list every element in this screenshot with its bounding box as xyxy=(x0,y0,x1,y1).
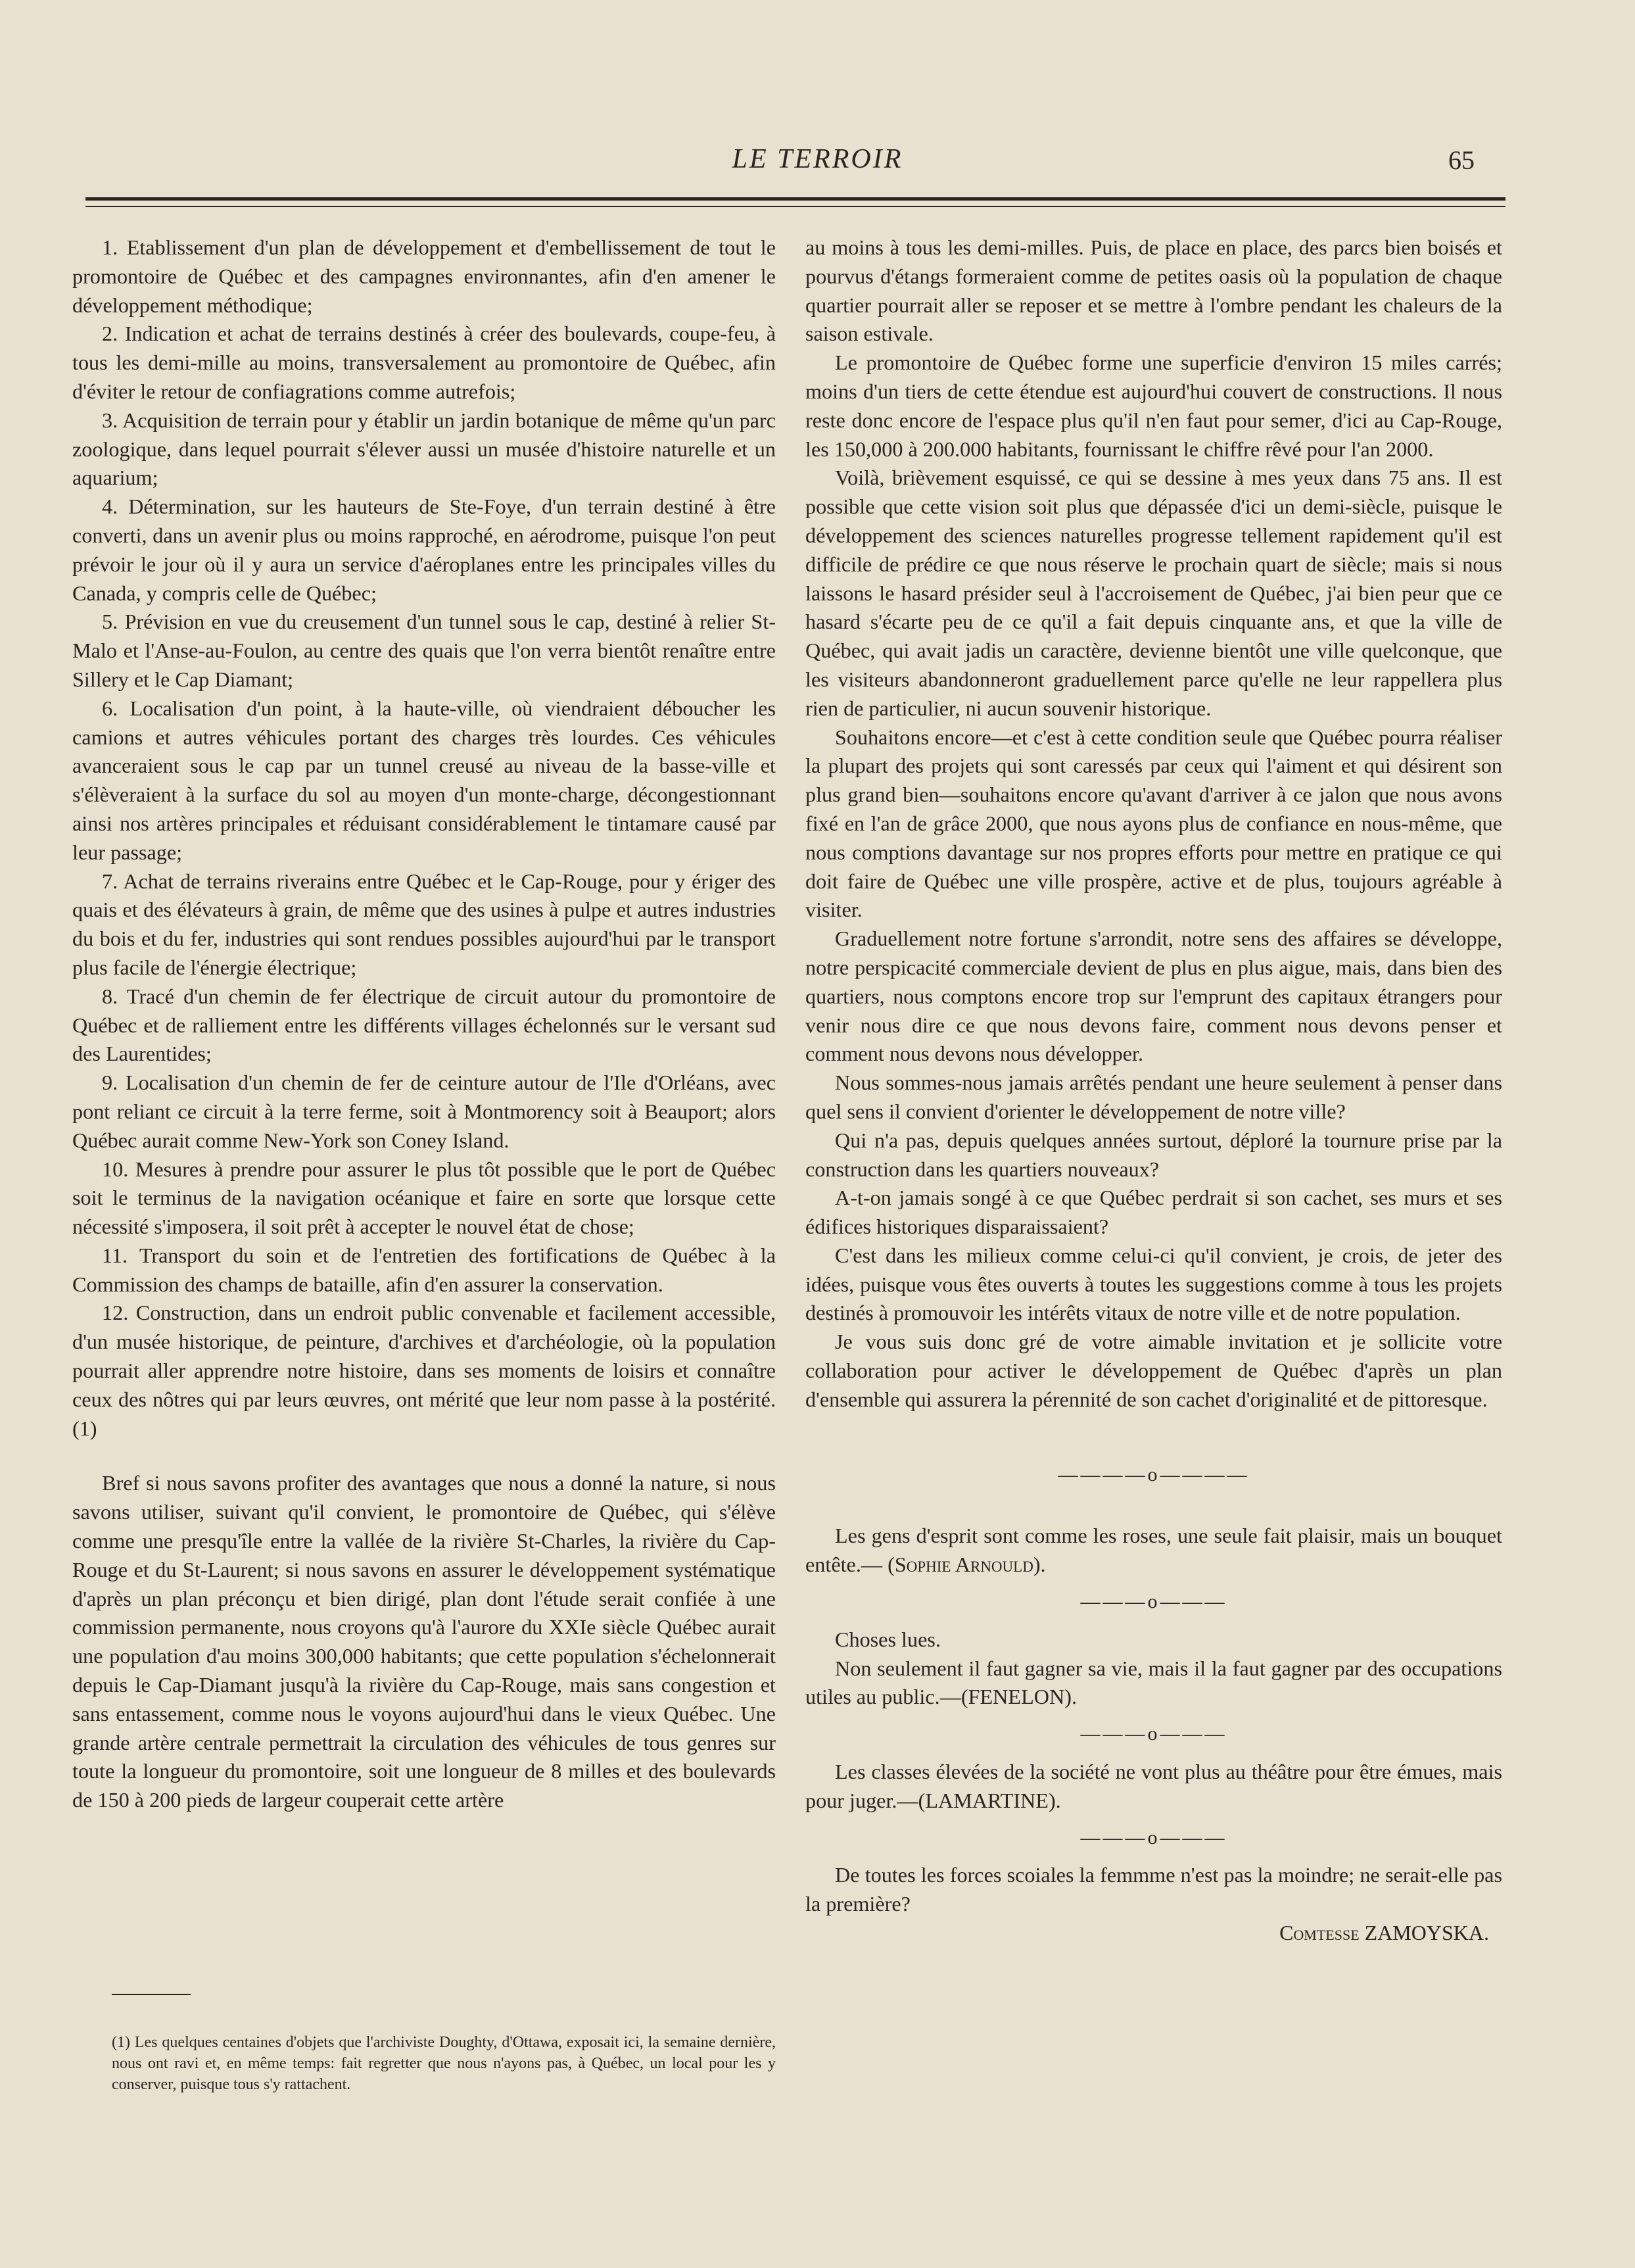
quote-close: ). xyxy=(1033,1553,1046,1577)
footnote: (1) Les quelques centaines d'objets que l'archiviste Doughty, d'Ottawa, exposait ici, la semaine dernière, nous ont ravi et, en même temps: fait regretter que nous n'ayons pas, à Québec, un local pour les y conserver, puisque tous s'y rattachent. xyxy=(112,2034,776,2093)
running-title: LE TERROIR xyxy=(732,144,903,174)
quote-zamoyska: De toutes les forces scoiales la femmme n'est pas la moindre; ne serait-elle pas la première? xyxy=(805,1863,1502,1916)
separator: ———o——— xyxy=(1080,1723,1227,1745)
quote-lamartine: Les classes élevées de la société ne vont plus au théâtre pour être émues, mais pour juger.—(LAMARTINE). xyxy=(805,1760,1502,1812)
list-item: 9. Localisation d'un chemin de fer de ceinture autour de l'Ile d'Orléans, avec pont reliant ce circuit à la terre ferme, soit à Montmorency soit à Beauport; alors Québec aurait comme New-York son Coney Island. xyxy=(72,1071,776,1152)
quote-arnould xyxy=(805,1522,1502,1580)
footnote-rule xyxy=(112,1994,191,1995)
quote-heading: Choses lues. xyxy=(835,1627,941,1651)
bref-paragraph: Bref si nous savons profiter des avantages que nous a donné la nature, si nous savons utiliser, suivant qu'il convient, le promontoire de Québec, qui s'élève comme une presqu'île entre la vallée de la rivière St-Charles, la rivière du Cap-Rouge et du St-Laurent; si nous savons en assurer le développement systématique d'après un plan préconçu et bien dirigé, plan dont l'étude serait confiée à une commission permanente, nous croyons qu'à l'aurore du XXIe siècle Québec aurait une population d'au moins 300,000 habitants; que cette population s'échelonnerait depuis le Cap-Diamant jusqu'à la rivière du Cap-Rouge, mais sans congestion et sans entassement, comme nous le voyons aujourd'hui dans le vieux Québec. Une grande artère centrale permettrait la circulation des véhicules de tous genres sur toute la longueur du promontoire, soit une longueur de 8 milles et des boulevards de 150 à 200 pieds de largeur couperait cette artère xyxy=(72,1471,776,1812)
page-number: 65 xyxy=(1448,145,1475,175)
paragraph: au moins à tous les demi-milles. Puis, de place en place, des parcs bien boisés et pourvus d'étangs formeraient comme de petites oasis où la population de chaque quartier pourrait aller se reposer et se mettre à l'ombre pendant les chaleurs de la saison estivale. xyxy=(805,235,1502,346)
paragraph: C'est dans les milieux comme celui-ci qu'il convient, je crois, de jeter des idées, puisque vous êtes ouverts à toutes les suggestions comme à tous les projets destinés à promouvoir les intérêts vitaux de notre ville et de notre population. xyxy=(805,1243,1502,1325)
list-item: 8. Tracé d'un chemin de fer électrique de circuit autour du promontoire de Québec et de ralliement entre les différents villages échelonnés sur le versant sud des Laurentides; xyxy=(72,984,776,1066)
list-item: 11. Transport du soin et de l'entretien des fortifications de Québec à la Commission des champs de bataille, afin d'en assurer la conservation. xyxy=(72,1243,776,1296)
list-item: 4. Détermination, sur les hauteurs de Ste-Foye, d'un terrain destiné à être converti, dans un avenir plus ou moins rapproché, en aérodrome, puisque l'on peut prévoir le jour où il y aura un service d'aéroplanes entre les principales villes du Canada, y compris celle de Québec; xyxy=(72,495,776,605)
list-item: 3. Acquisition de terrain pour y établir un jardin botanique de même qu'un parc zoologique, dans lequel pourrait s'élever aussi un musée d'histoire naturelle et un aquarium; xyxy=(72,408,776,490)
paragraph: Nous sommes-nous jamais arrêtés pendant une heure seulement à penser dans quel sens il convient d'orienter le développement de notre ville? xyxy=(805,1071,1502,1123)
paragraph: Graduellement notre fortune s'arrondit, notre sens des affaires se développe, notre perspicacité commerciale devient de plus en plus aigue, mais, dans bien des quartiers, nous comptons encore trop sur l'emprunt des capitaux étrangers pour venir nous dire ce que nous devons faire, comment nous devons penser et comment nous devons nous développer. xyxy=(805,927,1502,1066)
paragraph: Qui n'a pas, depuis quelques années surtout, déploré la tournure prise par la construction dans les quartiers nouveaux? xyxy=(805,1128,1502,1181)
list-item: 2. Indication et achat de terrains destinés à créer des boulevards, coupe-feu, à tous les demi-mille au moins, transversalement au promontoire de Québec, afin d'éviter le retour de confiagrations comme autrefois; xyxy=(72,322,776,403)
paragraph: Voilà, brièvement esquissé, ce qui se dessine à mes yeux dans 75 ans. Il est possible que cette vision soit plus que dépassée d'ici un demi-siècle, puisque le développement des sciences naturelles progresse tellement rapidement qu'il est difficile de prédire ce que nous réserve le prochain quart de siècle; mais si nous laissons le hasard présider seul à l'accroisement de Québec, j'ai bien peur que ce hasard s'écarte peu de ce qu'il a fait depuis cinquante ans, et que la ville de Québec, qui avait jadis un caractère, devienne bientôt une ville quelconque, que les visiteurs abandonneront graduellement parce qu'elle ne leur rappellera plus rien de particulier, ni aucun souvenir historique. xyxy=(805,466,1502,720)
paragraph: Le promontoire de Québec forme une superficie d'environ 15 miles carrés; moins d'un tiers de cette étendue est aujourd'hui couvert de constructions. Il nous reste donc encore de l'espace plus qu'il n'en faut pour semer, d'ici au Cap-Rouge, les 150,000 à 200.000 habitants, fournissant le chiffre rêvé pour l'an 2000. xyxy=(805,350,1502,461)
quote-text: Les gens d'esprit sont comme les roses, une seule fait plaisir, mais un bouquet entête.— ( xyxy=(805,1524,1502,1577)
header-rule-thin xyxy=(85,206,1505,207)
header-rule-thick xyxy=(85,197,1505,201)
list-item: 12. Construction, dans un endroit public convenable et facilement accessible, d'un musée historique, de peinture, d'archives et d'archéologie, où la population pourrait aller apprendre notre histoire, dans ses moments de loisirs et connaître ceux des nôtres qui par leurs œuvres, ont mérité que leur nom passe à la postérité.(1) xyxy=(72,1301,776,1440)
list-item: 5. Prévision en vue du creusement d'un tunnel sous le cap, destiné à relier St-Malo et l'Anse-au-Foulon, au centre des quais que l'on verra bientôt renaître entre Sillery et le Cap Diamant; xyxy=(72,610,776,691)
separator: ———o——— xyxy=(1080,1591,1227,1613)
list-item: 6. Localisation d'un point, à la haute-ville, où viendraient déboucher les camions et autres véhicules portant des charges très lourdes. Ces véhicules avanceraient sous le cap par un tunnel creusé au niveau de la basse-ville et s'élèveraient à la surface du sol au moyen d'un monte-charge, décongestionnant ainsi nos artères principales et réduisant considérablement le tintamare causé par leur passage; xyxy=(72,696,776,864)
right-column xyxy=(805,233,1502,1948)
list-item: 7. Achat de terrains riverains entre Québec et le Cap-Rouge, pour y ériger des quais et des élévateurs à grain, de même que des usines à pulpe et autres industries du bois et du fer, industries qui sont rendues possibles aujourd'hui par le transport plus facile de l'énergie électrique; xyxy=(72,869,776,979)
paragraph: Souhaitons encore—et c'est à cette condition seule que Québec pourra réaliser la plupart des projets qui sont caressés par ceux qui l'aiment et qui désirent son plus grand bien—souhaitons encore qu'avant d'arriver à ce jalon que nous avons fixé en l'an de grâce 2000, que nous ayons plus de confiance en nous-même, que nous comptions davantage sur nos propres efforts pour mettre en pratique ce qui doit faire de Québec une ville prospère, active et de plus, toujours agréable à visiter. xyxy=(805,725,1502,922)
paragraph: Je vous suis donc gré de votre aimable invitation et je sollicite votre collaboration pour activer le développement de Québec d'après un plan d'ensemble qui assurera la pérennité de son cachet d'originalité et de pittoresque. xyxy=(805,1330,1502,1411)
quote-author: Sophie Arnould xyxy=(894,1553,1033,1577)
paragraph: A-t-on jamais songé à ce que Québec perdrait si son cachet, ses murs et ses édifices historiques disparaissaient? xyxy=(805,1186,1502,1239)
left-column xyxy=(72,233,776,1815)
separator: ———o——— xyxy=(1080,1826,1227,1848)
list-item: 10. Mesures à prendre pour assurer le plus tôt possible que le port de Québec soit le terminus de la navigation océanique et faire en sorte que lorsque cette nécessité s'imposera, il soit prêt à accepter le nouvel état de chose; xyxy=(72,1157,776,1239)
quote-fenelon: Non seulement il faut gagner sa vie, mais il la faut gagner par des occupations utiles au public.—(FENELON). xyxy=(805,1656,1502,1709)
list-item: 1. Etablissement d'un plan de développement et d'embellissement de tout le promontoire de Québec et des campagnes environnantes, afin d'en amener le développement méthodique; xyxy=(72,235,776,317)
separator: ————o———— xyxy=(1058,1463,1250,1485)
signature: Comtesse ZAMOYSKA. xyxy=(1279,1921,1489,1945)
